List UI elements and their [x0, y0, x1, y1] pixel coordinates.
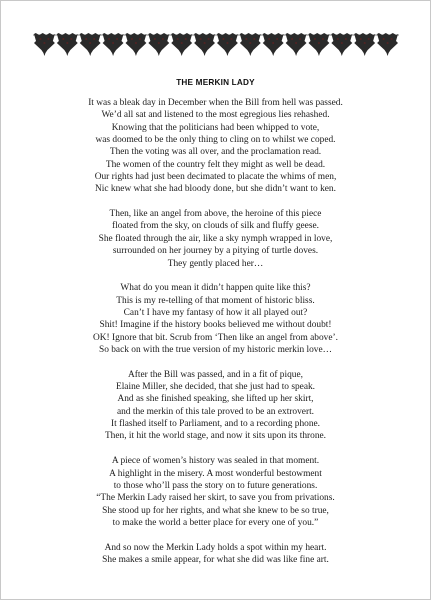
poem-line: to make the world a better place for every one of you.” — [112, 517, 319, 528]
poem-line: Shit! Imagine if the history books believed me without doubt! — [99, 320, 332, 331]
poem-line: After the Bill was passed, and in a fit of pique, — [128, 369, 303, 380]
poem-line: was doomed to be the only thing to cling on to whilst we coped. — [95, 135, 336, 146]
bunting-flag — [57, 33, 78, 56]
poem-stanza — [1, 542, 430, 567]
poem-stanza — [1, 208, 430, 270]
poem-line: Then the voting was all over, and the proclamation read. — [109, 147, 322, 158]
poem-line: She makes a smile appear, for what she did was like fine art. — [102, 554, 329, 565]
poem-stanza — [1, 455, 430, 529]
bunting-flag — [171, 33, 192, 56]
poem-line: And as she finished speaking, she lifted up her skirt, — [117, 394, 314, 405]
poem-body — [1, 97, 430, 579]
poem-line: And so now the Merkin Lady holds a spot within my heart. — [104, 542, 327, 553]
poem-line: surrounded on her journey by a pitying of turtle doves. — [112, 246, 319, 257]
bunting-flag — [217, 33, 238, 56]
poem-line: OK! Ignore that bit. Scrub from ‘Then like an angel from above’. — [93, 332, 338, 343]
poem-stanza — [1, 282, 430, 356]
bunting-flag — [240, 33, 261, 56]
bunting-flag — [148, 33, 169, 56]
bunting-flag — [126, 33, 147, 56]
bunting-flag — [80, 33, 101, 56]
bunting-flag — [263, 33, 284, 56]
poem-line: She floated through the air, like a sky nymph wrapped in love, — [98, 233, 333, 244]
poem-line: They gently placed her… — [167, 258, 264, 269]
poem-line: A highlight in the misery. A most wonderful bestowment — [109, 468, 322, 479]
poem-stanza — [1, 97, 430, 196]
poem-line: Nic knew what she had bloody done, but she didn’t want to ken. — [95, 184, 336, 195]
poem-line: It flashed itself to Parliament, and to a recording phone. — [110, 419, 321, 430]
bunting-flag — [103, 33, 124, 56]
bunting-flag — [34, 33, 55, 56]
poem-line: It was a bleak day in December when the Bill from hell was passed. — [88, 98, 343, 108]
poem-line: Then, like an angel from above, the heroine of this piece — [109, 209, 322, 220]
bunting-flag — [194, 33, 215, 56]
poem-line: Then, it hit the world stage, and now it sits upon its throne. — [104, 431, 327, 442]
bunting-flag — [286, 33, 307, 56]
poem-line: This is my re-telling of that moment of historic bliss. — [116, 295, 315, 306]
poem-line: floated from the sky, on clouds of silk and fluffy geese. — [112, 221, 319, 232]
poem-title: THE MERKIN LADY — [176, 78, 255, 87]
poem-line: A piece of women’s history was sealed in that moment. — [111, 456, 320, 467]
poem-line: We’d all sat and listened to the most egregious lies rehashed. — [101, 110, 330, 121]
poem-line: Elaine Miller, she decided, that she just had to speak. — [115, 382, 316, 393]
bunting-flag — [377, 33, 398, 56]
poem-stanza — [1, 369, 430, 443]
poem-line: The women of the country felt they might as well be dead. — [105, 159, 326, 170]
poem-line: “The Merkin Lady raised her skirt, to save you from privations. — [96, 493, 335, 504]
poem-line: and the merkin of this tale proved to be an extrovert. — [116, 406, 315, 417]
poem-line: Knowing that the politicians had been whipped to vote, — [111, 122, 320, 133]
poem-line: What do you mean it didn’t happen quite like this? — [120, 283, 311, 294]
bunting-flag — [309, 33, 330, 56]
bunting-flag — [354, 33, 375, 56]
poem-line: So back on with the true version of my historic merkin love… — [98, 344, 333, 355]
poem-line: to those who’ll pass the story on to future generations. — [113, 480, 318, 491]
bunting-flag — [331, 33, 352, 56]
poem-line: She stood up for her rights, and what she knew to be so true, — [102, 505, 329, 516]
poem-line: Can’t I have my fantasy of how it all played out? — [123, 307, 308, 318]
poem-line: Our rights had just been decimated to placate the whims of men, — [94, 172, 337, 183]
merkin-bunting-garland — [33, 33, 399, 57]
